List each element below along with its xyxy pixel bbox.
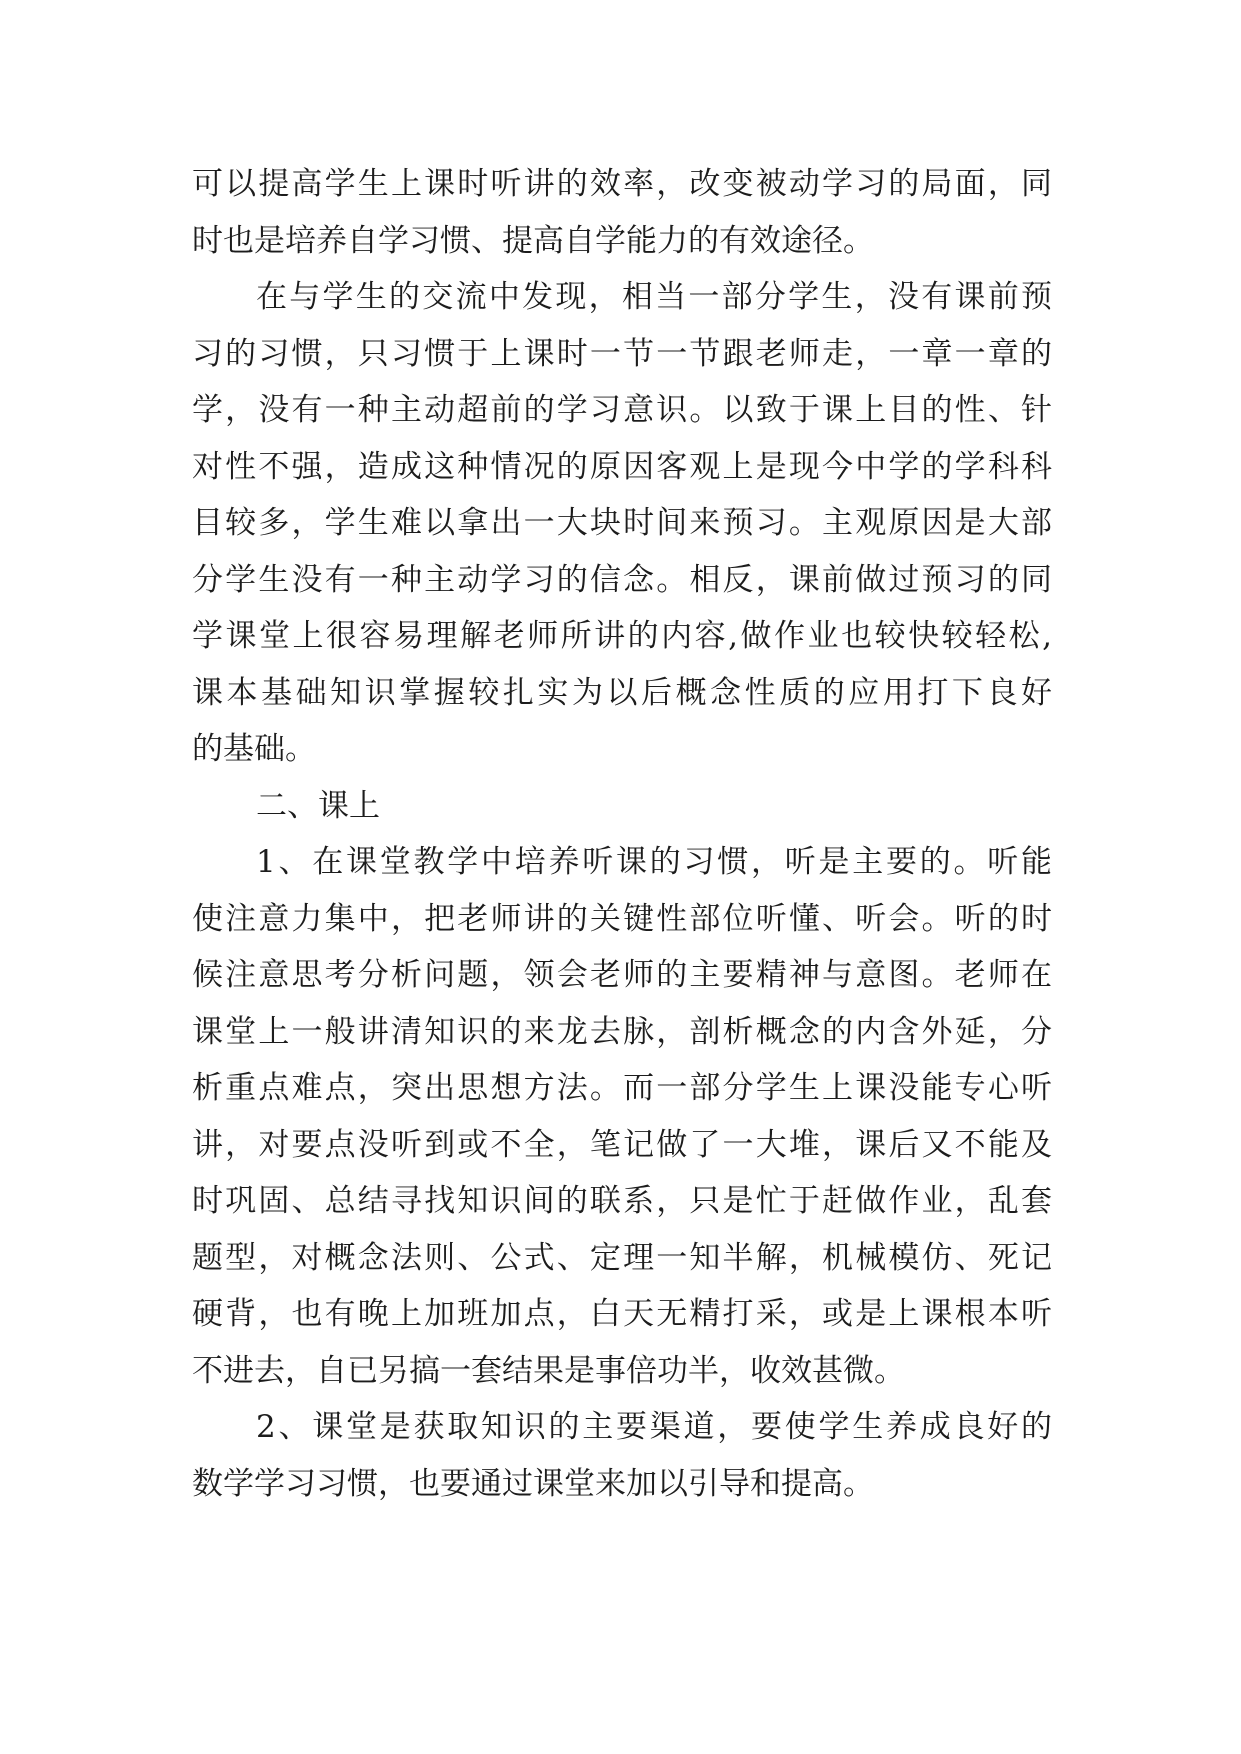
text-line: 习的习惯，只习惯于上课时一节一节跟老师走，一章一章的 xyxy=(192,335,1052,372)
text-line: 题型，对概念法则、公式、定理一知半解，机械模仿、死记 xyxy=(192,1239,1052,1276)
text-line: 硬背，也有晚上加班加点，白天无精打采，或是上课根本听 xyxy=(192,1296,1052,1332)
text-line: 二、课上 xyxy=(256,787,380,824)
text-line: 析重点难点，突出思想方法。而一部分学生上课没能专心听 xyxy=(192,1070,1052,1106)
text-line: 课本基础知识掌握较扎实为以后概念性质的应用打下良好 xyxy=(192,674,1052,711)
text-line: 讲，对要点没听到或不全，笔记做了一大堆，课后又不能及 xyxy=(192,1126,1052,1163)
text-line: 候注意思考分析问题，领会老师的主要精神与意图。老师在 xyxy=(192,957,1052,993)
text-line: 不进去，自已另搞一套结果是事倍功半，收效甚微。 xyxy=(192,1352,905,1389)
text-line: 在与学生的交流中发现，相当一部分学生，没有课前预 xyxy=(256,279,1052,315)
text-line: 课堂上一般讲清知识的来龙去脉，剖析概念的内含外延，分 xyxy=(192,1013,1052,1050)
text-line: 可以提高学生上课时听讲的效率，改变被动学习的局面，同 xyxy=(192,166,1052,202)
text-line: 的基础。 xyxy=(192,731,316,767)
text-line: 学课堂上很容易理解老师所讲的内容,做作业也较快较轻松, xyxy=(192,618,1052,654)
text-line: 2、课堂是获取知识的主要渠道，要使学生养成良好的 xyxy=(256,1409,1052,1445)
text-line: 时巩固、总结寻找知识间的联系，只是忙于赶做作业，乱套 xyxy=(192,1183,1052,1219)
text-line: 1、在课堂教学中培养听课的习惯，听是主要的。听能 xyxy=(256,844,1052,880)
text-line: 学，没有一种主动超前的学习意识。以致于课上目的性、针 xyxy=(192,392,1052,428)
text-line: 目较多，学生难以拿出一大块时间来预习。主观原因是大部 xyxy=(192,505,1052,541)
text-line: 数学学习习惯，也要通过课堂来加以引导和提高。 xyxy=(192,1465,874,1502)
text-line: 时也是培养自学习惯、提高自学能力的有效途径。 xyxy=(192,222,874,259)
text-line: 使注意力集中，把老师讲的关键性部位听懂、听会。听的时 xyxy=(192,900,1052,937)
text-line: 对性不强，造成这种情况的原因客观上是现今中学的学科科 xyxy=(192,448,1052,485)
text-line: 分学生没有一种主动学习的信念。相反，课前做过预习的同 xyxy=(192,561,1052,598)
body-text xyxy=(192,156,1052,1512)
